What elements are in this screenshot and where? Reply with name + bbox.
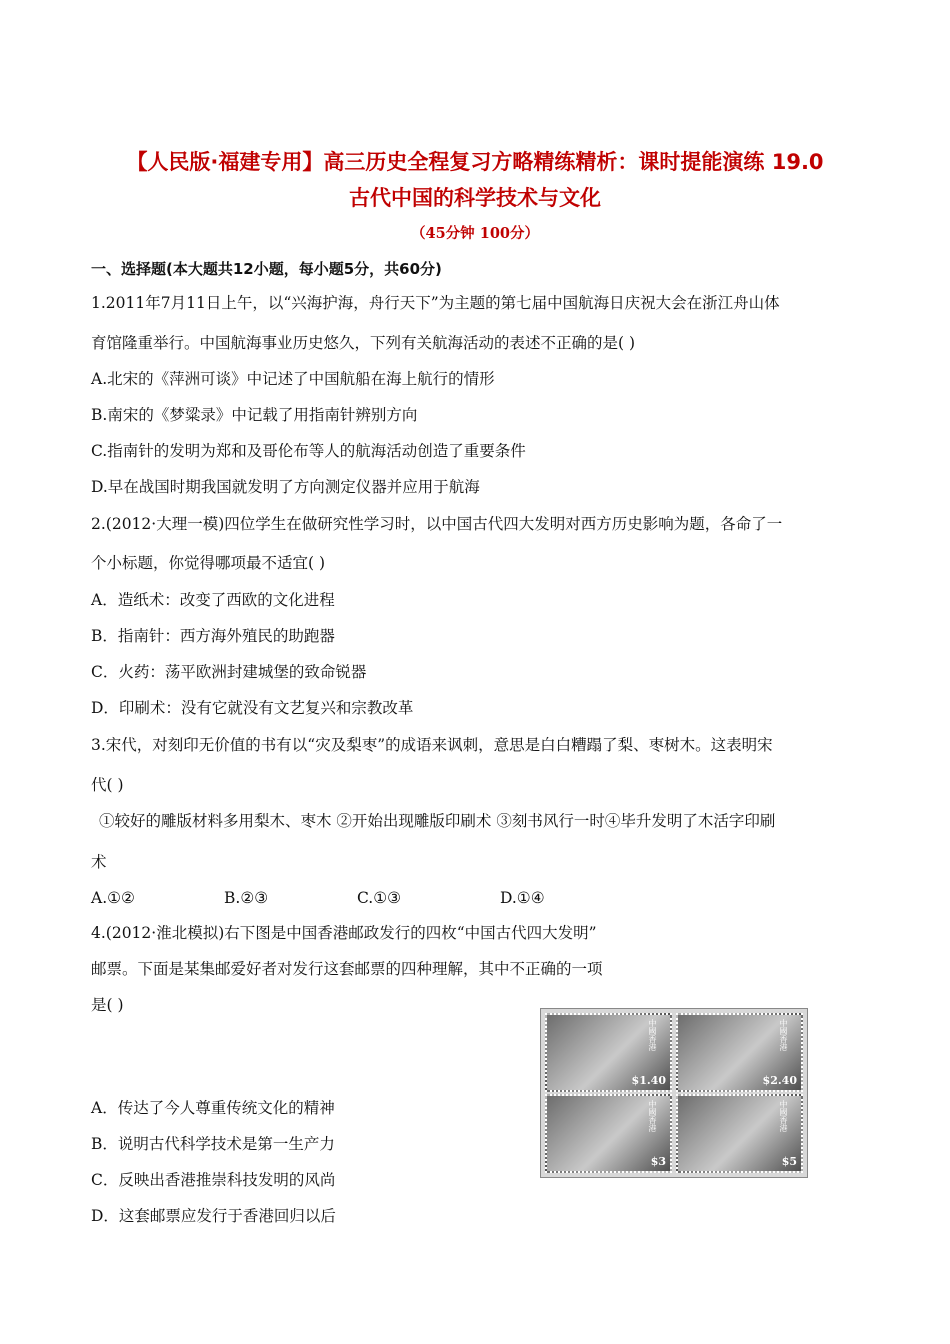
stamp-compass — [545, 1013, 672, 1092]
q2-option-a: A．造纸术：改变了西欧的文化进程 — [91, 591, 335, 609]
stamp-sheet-image — [540, 1008, 808, 1178]
q4-option-b: B．说明古代科学技术是第一生产力 — [91, 1135, 335, 1153]
subtitle: （45分钟 100分） — [411, 225, 539, 242]
stamp-printing — [676, 1094, 803, 1173]
q4-option-a: A．传达了今人尊重传统文化的精神 — [91, 1099, 335, 1117]
q3-option-b: B.②③ — [224, 889, 269, 907]
q2-option-b: B．指南针：西方海外殖民的助跑器 — [91, 627, 335, 645]
q2-stem-line1: 2.(2012·大理一模)四位学生在做研究性学习时，以中国古代四大发明对西方历史影响为题，各命了一 — [91, 515, 783, 533]
q1-option-b: B.南宋的《梦粱录》中记载了用指南针辨别方向 — [91, 406, 418, 424]
q3-stem-line4: 术 — [91, 853, 107, 871]
stamp-country: 中國香港 — [648, 1019, 657, 1051]
stamp-gunpowder — [545, 1094, 672, 1173]
q3-option-c: C.①③ — [357, 889, 402, 907]
q2-stem-line2: 个小标题，你觉得哪项最不适宜( ) — [91, 554, 326, 572]
title-line2: 古代中国的科学技术与文化 — [349, 186, 601, 210]
stamp-papermaking — [676, 1013, 803, 1092]
q1-stem-line2: 育馆隆重举行。中国航海事业历史悠久，下列有关航海活动的表述不正确的是( ) — [91, 334, 636, 352]
stamp-price: $3 — [650, 1155, 666, 1168]
q3-option-d: D.①④ — [500, 889, 545, 907]
title-line1: 【人民版·福建专用】高三历史全程复习方略精练精析：课时提能演练 19.0 — [126, 150, 824, 174]
q1-option-d: D.早在战国时期我国就发明了方向测定仪器并应用于航海 — [91, 478, 480, 496]
stamp-price: $1.40 — [631, 1074, 666, 1087]
q3-stem-line2: 代( ) — [91, 776, 124, 794]
q1-stem-line1: 1.2011年7月11日上午，以“兴海护海，舟行天下”为主题的第七届中国航海日庆祝大会在浙江舟山体 — [91, 294, 780, 312]
q3-stem-line3: ①较好的雕版材料多用梨木、枣木 ②开始出现雕版印刷术 ③刻书风行一时④毕升发明了木活字印刷 — [99, 812, 776, 830]
q2-option-c: C．火药：荡平欧洲封建城堡的致命锐器 — [91, 663, 367, 681]
q2-option-d: D．印刷术：没有它就没有文艺复兴和宗教改革 — [91, 699, 414, 717]
q4-option-d: D．这套邮票应发行于香港回归以后 — [91, 1207, 336, 1225]
stamp-country: 中國香港 — [648, 1100, 657, 1132]
stamp-price: $5 — [781, 1155, 797, 1168]
q1-option-c: C.指南针的发明为郑和及哥伦布等人的航海活动创造了重要条件 — [91, 442, 526, 460]
q3-option-a: A.①② — [91, 889, 135, 907]
q4-stem-line1: 4.(2012·淮北模拟)右下图是中国香港邮政发行的四枚“中国古代四大发明” — [91, 924, 597, 942]
stamp-country: 中國香港 — [779, 1100, 788, 1132]
q4-stem-line3: 是( ) — [91, 996, 124, 1014]
section-heading: 一、选择题(本大题共12小题，每小题5分，共60分) — [91, 260, 442, 278]
stamp-country: 中國香港 — [779, 1019, 788, 1051]
q4-option-c: C．反映出香港推崇科技发明的风尚 — [91, 1171, 336, 1189]
q3-stem-line1: 3.宋代，对刻印无价值的书有以“灾及梨枣”的成语来讽刺，意思是白白糟蹋了梨、枣树木。这表明宋 — [91, 736, 773, 754]
q1-option-a: A.北宋的《萍洲可谈》中记述了中国航船在海上航行的情形 — [91, 370, 495, 388]
q4-stem-line2: 邮票。下面是某集邮爱好者对发行这套邮票的四种理解，其中不正确的一项 — [91, 960, 603, 978]
stamp-price: $2.40 — [762, 1074, 797, 1087]
